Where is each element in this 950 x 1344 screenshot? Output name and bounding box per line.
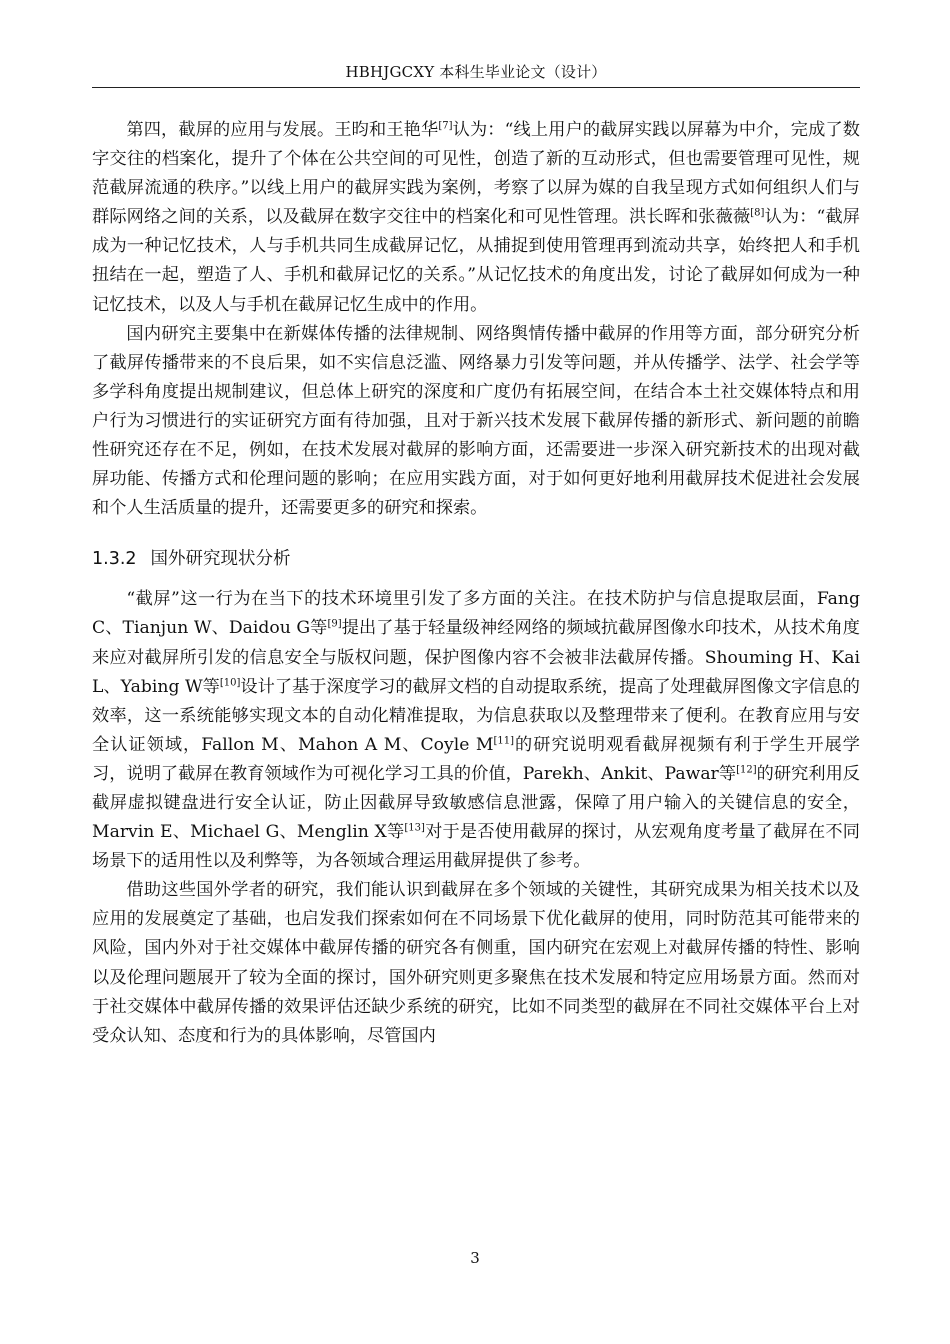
text-run: 提出了基于轻量级神经网络的频域抗截屏图像水印技术，从技术角度来应对截屏所引发的信息安全与版权问题，保护图像内容不会被非法截屏传播。Shouming H、Kai L、Yabing W等 (92, 618, 860, 697)
text-run: 的研究说明观看截屏视频有利于学生开展学习，说明了截屏在教育领域作为可视化学习工具的价值，Parekh、Ankit、Pawar等 (92, 734, 860, 784)
paragraph-screenshot-application (92, 116, 860, 320)
citation-8: [8] (750, 207, 765, 219)
page-header (92, 62, 860, 82)
text-run: 设计了基于深度学习的截屏文档的自动提取系统，提高了处理截屏图像文字信息的效率，这一系统能够实现文本的自动化精准提取，为信息获取以及整理带来了便利。在教育应用与安全认证领域，Fallon M、Mahon A M、Coyle M (92, 676, 860, 755)
citation-12: [12] (736, 764, 757, 776)
header-title: HBHJGCXY 本科生毕业论文（设计） (345, 63, 607, 81)
citation-13: [13] (404, 822, 425, 834)
paragraph-comparison: 借助这些国外学者的研究，我们能认识到截屏在多个领域的关键性，其研究成果为相关技术以及应用的发展奠定了基础，也启发我们探索如何在不同场景下优化截屏的使用，同时防范其可能带来的风险，国内外对于社交媒体中截屏传播的研究各有侧重，国内研究在宏观上对截屏传播的特性、影响以及伦理问题展开了较为全面的探讨，国外研究则更多聚焦在技术发展和特定应用场景方面。然而对于社交媒体中截屏传播的效果评估还缺少系统的研究，比如不同类型的截屏在不同社交媒体平台上对受众认知、态度和行为的具体影响，尽管国内 (92, 880, 860, 1046)
page-number: 3 (470, 1249, 480, 1267)
text-run: “截屏”这一行为在当下的技术环境里引发了多方面的关注。在技术防护与信息提取层面，Fang C、Tianjun W、Daidou G等 (92, 589, 860, 639)
citation-10: [10] (219, 676, 241, 688)
citation-11: [11] (493, 735, 515, 747)
citation-7: [7] (438, 120, 453, 132)
section-number: 1.3.2 (92, 549, 137, 570)
citation-9: [9] (327, 618, 342, 630)
text-run: 认为：“截屏成为一种记忆技术，人与手机共同生成截屏记忆，从捕捉到使用管理再到流动共享，始终把人和手机扭结在一起，塑造了人、手机和截屏记忆的关系。”从记忆技术的角度出发，讨论了截屏如何成为一种记忆技术，以及人与手机在截屏记忆生成中的作用。 (92, 207, 860, 315)
section-title: 国外研究现状分析 (150, 549, 291, 570)
paragraph-foreign-research (92, 585, 860, 876)
text-run: 的研究利用反截屏虚拟键盘进行安全认证，防止因截屏导致敏感信息泄露，保障了用户输入的关键信息的安全，Marvin E、Michael G、Menglin X等 (92, 763, 860, 843)
section-heading (92, 547, 860, 571)
text-run: 认为：“线上用户的截屏实践以屏幕为中介，完成了数字交往的档案化，提升了个体在公共空间的可见性，创造了新的互动形式，但也需要管理可见性，规范截屏流通的秩序。”以线上用户的截屏实践为案例，考察了以屏为媒的自我呈现方式如何组织人们与群际网络之间的关系，以及截屏在数字交往中的档案化和可见性管理。洪长晖和张薇薇 (92, 120, 860, 228)
text-run: 对于是否使用截屏的探讨，从宏观角度考量了截屏在不同场景下的适用性以及利弊等，为各领域合理运用截屏提供了参考。 (92, 822, 860, 872)
document-body (92, 116, 860, 1051)
paragraph-domestic-research-summary: 国内研究主要集中在新媒体传播的法律规制、网络舆情传播中截屏的作用等方面，部分研究分析了截屏传播带来的不良后果，如不实信息泛滥、网络暴力引发等问题，并从传播学、法学、社会学等多学科角度提出规制建议，但总体上研究的深度和广度仍有拓展空间，在结合本土社交媒体特点和用户行为习惯进行的实证研究方面有待加强，且对于新兴技术发展下截屏传播的新形式、新问题的前瞻性研究还存在不足，例如，在技术发展对截屏的影响方面，还需要进一步深入研究新技术的出现对截屏功能、传播方式和伦理问题的影响；在应用实践方面，对于如何更好地利用截屏技术促进社会发展和个人生活质量的提升，还需要更多的研究和探索。 (92, 323, 860, 519)
header-divider (92, 87, 860, 88)
text-run: 第四，截屏的应用与发展。王昀和王艳华 (126, 120, 439, 140)
